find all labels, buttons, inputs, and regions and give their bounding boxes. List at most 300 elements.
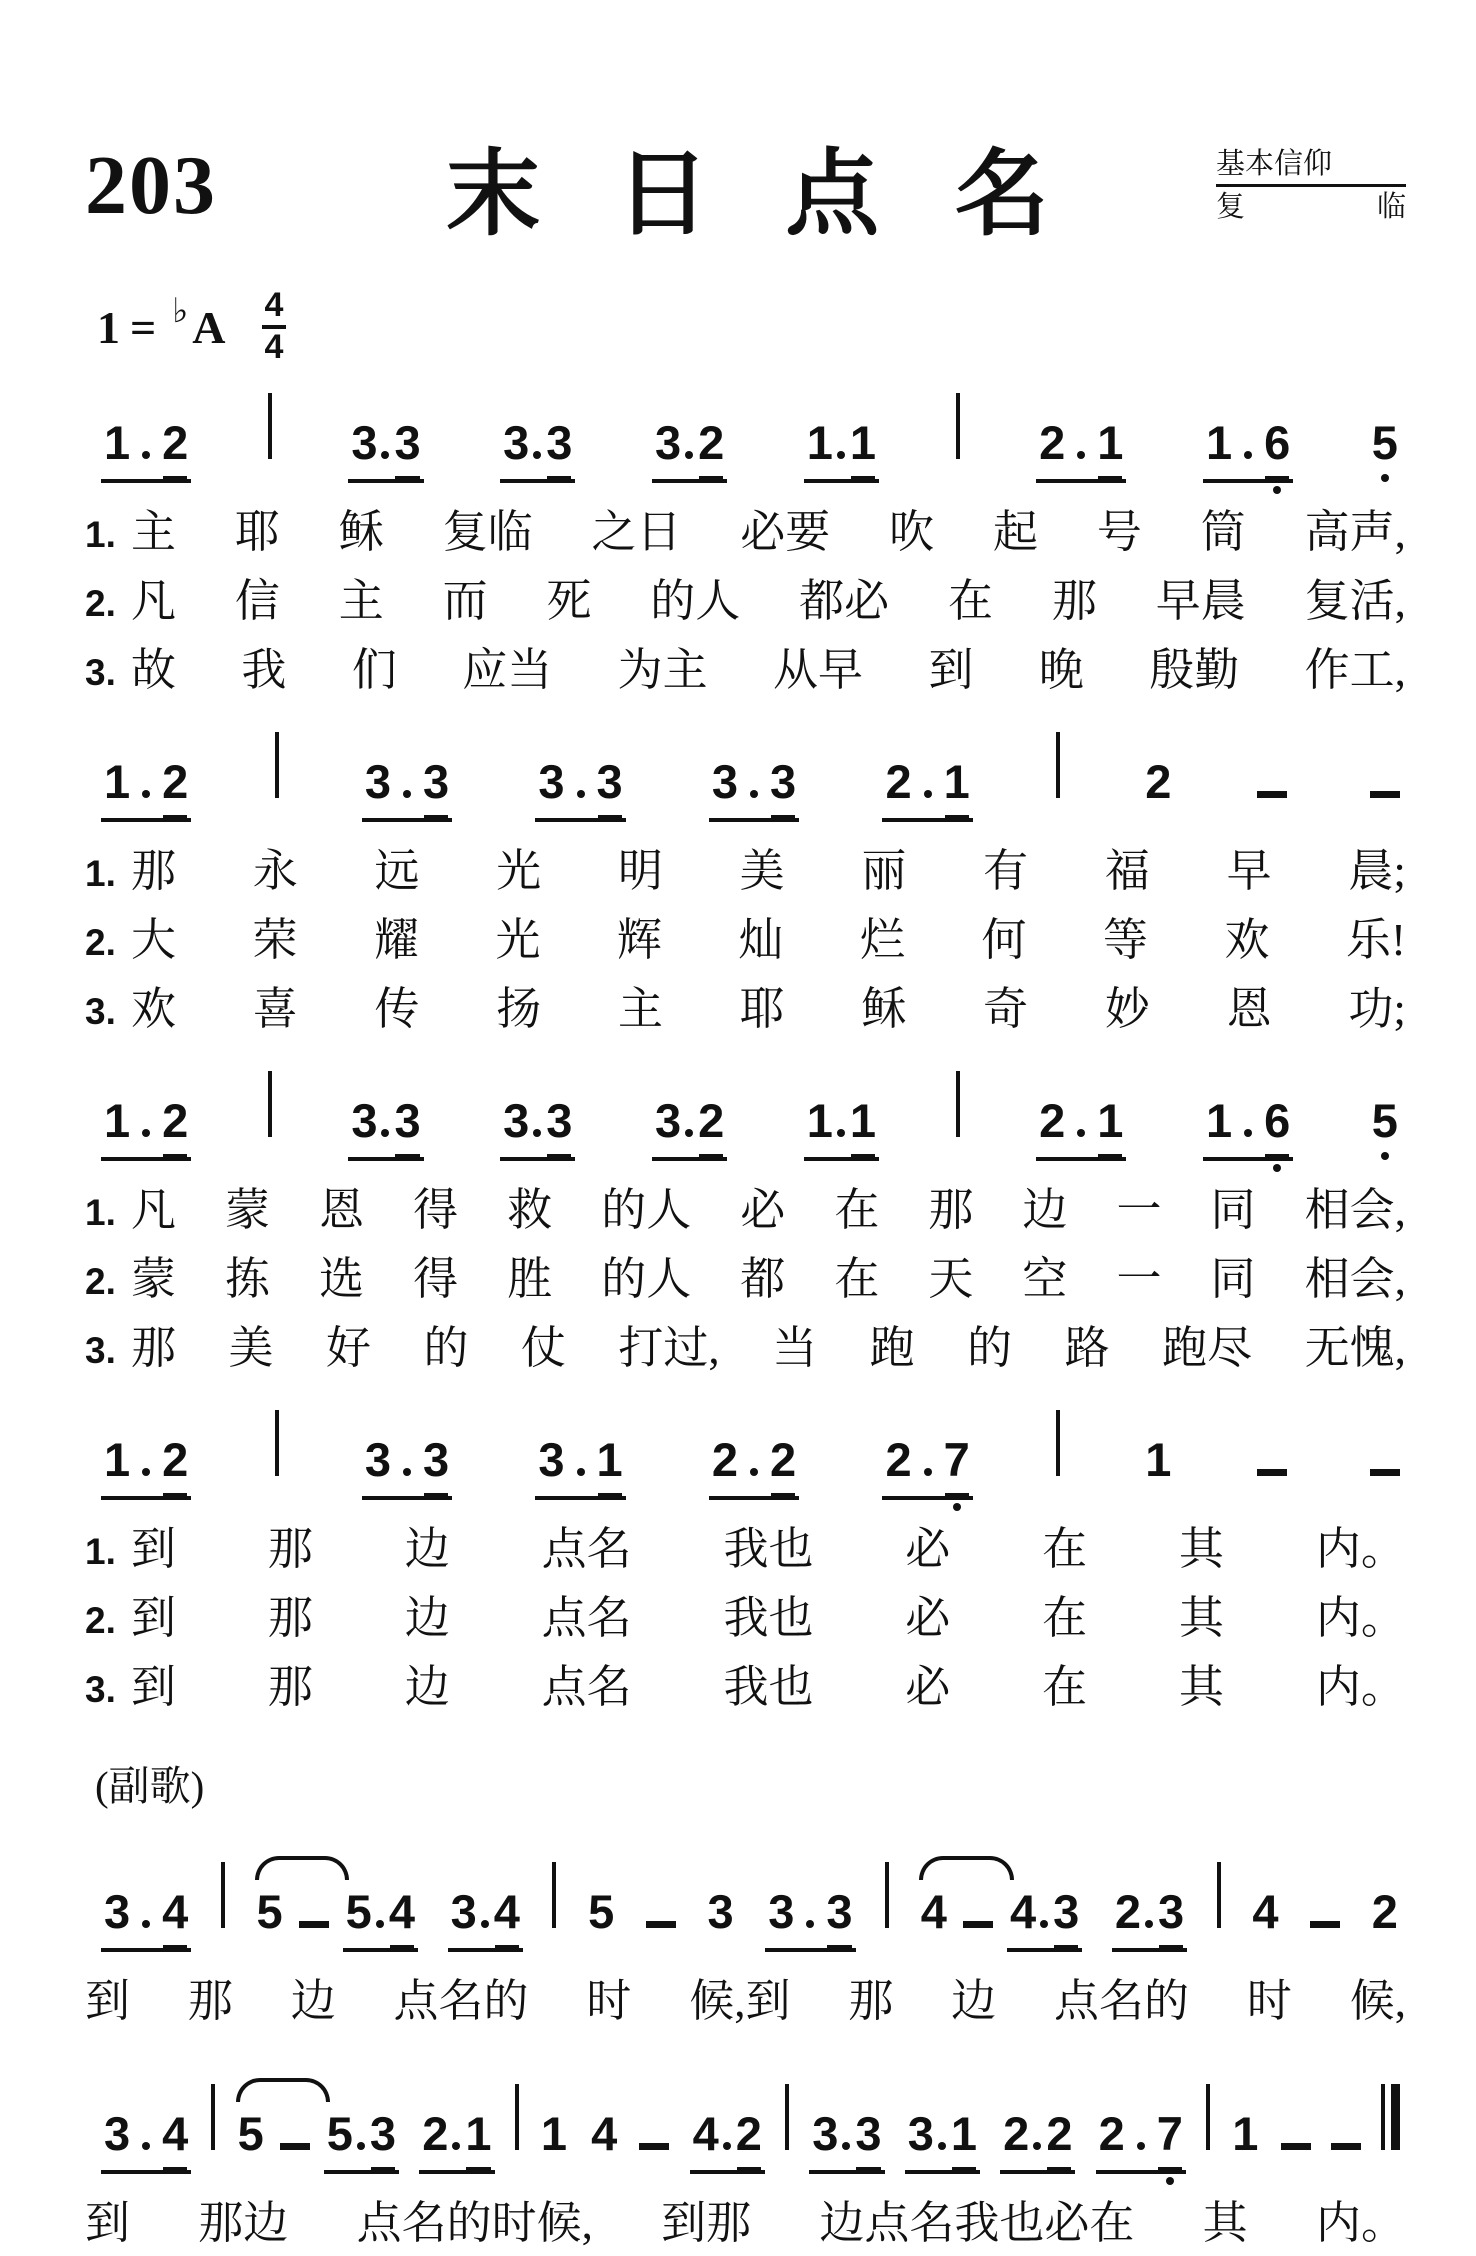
lyric-word: 殷勤 <box>1149 645 1240 695</box>
lyric-word: 喜 <box>252 984 298 1034</box>
beam-group <box>652 1094 727 1161</box>
augmentation-dot <box>357 2142 365 2150</box>
augmentation-dot <box>1244 1129 1252 1137</box>
note-digit: 4 <box>162 1885 189 1938</box>
beam-group <box>709 1433 799 1500</box>
lyric-word: 奇 <box>983 984 1029 1034</box>
beam-group <box>324 2107 399 2174</box>
note-digit: 2 <box>162 755 189 808</box>
lyric-word: 仗 <box>520 1323 566 1373</box>
beam-group <box>101 416 191 483</box>
augmentation-dot <box>685 1129 693 1137</box>
lyric-word: 在 <box>1042 1524 1088 1574</box>
note-digit: 1 <box>1097 1094 1124 1147</box>
lyric-word: 丽 <box>861 846 907 896</box>
lyric-row <box>85 976 1406 1045</box>
jianpu-note <box>806 416 850 473</box>
tie-arc <box>236 2078 331 2102</box>
note-digit: 4 <box>493 1885 520 1938</box>
lyric-word: 有 <box>983 846 1029 896</box>
lyric-row <box>85 1654 1406 1723</box>
lyric-word: 边 <box>951 1976 997 2026</box>
jianpu-note <box>1097 416 1124 469</box>
lyric-word: 功; <box>1348 984 1406 1034</box>
jianpu-note-plain <box>919 1885 949 1938</box>
jianpu-note <box>596 755 623 808</box>
lyric-word: 内。 <box>1315 1593 1406 1643</box>
lyric-row <box>85 1968 1406 2034</box>
jianpu-note <box>104 416 162 473</box>
lyric-text <box>85 1968 1406 2034</box>
beam-group <box>362 755 452 822</box>
note-digit: 1 <box>806 1094 833 1147</box>
barline <box>552 1862 556 1928</box>
augmentation-dot <box>381 451 389 459</box>
lyric-word: 光 <box>496 846 542 896</box>
jianpu-note <box>707 1885 734 1938</box>
note-digit: 3 <box>503 1094 530 1147</box>
note-digit: 2 <box>1003 2107 1030 2160</box>
verses-section <box>85 393 1406 1723</box>
lyric-word: 到 <box>85 1976 131 2026</box>
jianpu-note <box>162 1885 189 1938</box>
augmentation-dot <box>1244 451 1252 459</box>
lyric-word: 在 <box>1042 1662 1088 1712</box>
lyric-word: 同 <box>1210 1185 1256 1235</box>
note-digit: 4 <box>388 1885 415 1938</box>
lyric-row <box>85 1246 1406 1315</box>
note-digit: 2 <box>162 1433 189 1486</box>
lyric-text <box>131 1246 1406 1312</box>
note-digit: 1 <box>806 416 833 469</box>
lyric-word: 耶 <box>234 507 280 557</box>
lyric-word: 其 <box>1179 1524 1225 1574</box>
lyric-row <box>85 1177 1406 1246</box>
jianpu-note <box>596 1433 623 1486</box>
duration-dash <box>646 1921 676 1928</box>
lyric-word: 那 <box>131 846 177 896</box>
note-digit: 3 <box>1053 1885 1080 1938</box>
note-digit: 2 <box>162 1094 189 1147</box>
jianpu-note-plain <box>589 2107 619 2160</box>
jianpu-note <box>104 1885 162 1942</box>
augmentation-dot <box>142 1920 150 1928</box>
note-digit: 3 <box>711 755 739 808</box>
jianpu-note <box>503 1094 546 1151</box>
jianpu-note-plain <box>586 1885 616 1938</box>
jianpu-note <box>943 1433 970 1486</box>
jianpu-note <box>538 1433 596 1490</box>
augmentation-dot <box>1137 2142 1145 2150</box>
beam-group <box>1036 416 1126 483</box>
lyric-word: 蒙 <box>225 1185 271 1235</box>
augmentation-dot <box>142 451 150 459</box>
lyric-word: 点名的 <box>1054 1976 1190 2026</box>
jianpu-note-plain <box>1250 1885 1280 1938</box>
jianpu-note <box>465 2107 492 2160</box>
jianpu-note <box>162 1433 189 1486</box>
verse-number: 3. <box>85 652 116 693</box>
hymn-number: 203 <box>85 139 217 232</box>
verse-number: 1. <box>85 1192 116 1233</box>
jianpu-note <box>546 416 573 469</box>
beam-group <box>882 1433 972 1500</box>
time-signature-numerator: 4 <box>262 288 287 329</box>
note-digit: 3 <box>351 416 378 469</box>
lyric-row <box>85 838 1406 907</box>
verse-number: 2. <box>85 922 116 963</box>
augmentation-dot <box>1033 2142 1041 2150</box>
note-digit: 2 <box>770 1433 797 1486</box>
lyric-text <box>131 907 1406 973</box>
music-line <box>101 393 1400 469</box>
augmentation-dot <box>533 451 541 459</box>
jianpu-note <box>364 755 423 812</box>
lyric-word: 高声, <box>1304 507 1406 557</box>
barline <box>1056 1410 1060 1476</box>
note-digit: 2 <box>885 1433 912 1486</box>
lyric-word: 同 <box>1210 1254 1256 1304</box>
lyric-word: 那 <box>267 1593 313 1643</box>
note-digit: 4 <box>1252 1885 1279 1938</box>
lyric-word: 边 <box>404 1593 450 1643</box>
jianpu-note <box>711 1433 770 1490</box>
augmentation-dot <box>837 451 845 459</box>
note-digit: 1 <box>1145 1433 1172 1486</box>
lyric-word: 边 <box>1022 1185 1068 1235</box>
augmentation-dot <box>142 2142 150 2150</box>
note-digit: 2 <box>1039 1094 1066 1147</box>
verse-number: 2. <box>85 1600 116 1641</box>
note-digit: 2 <box>1039 416 1066 469</box>
jianpu-note <box>162 2107 189 2160</box>
augmentation-dot <box>1077 1129 1085 1137</box>
note-digit: 4 <box>920 1885 947 1938</box>
note-digit: 6 <box>1264 1094 1291 1147</box>
beam-group <box>1112 1885 1187 1952</box>
lyric-word: 何 <box>981 915 1027 965</box>
lyric-word: 的 <box>967 1323 1013 1373</box>
note-digit: 5 <box>256 1885 283 1938</box>
category-bottom-left: 复 <box>1216 191 1246 223</box>
lyric-word: 其 <box>1179 1662 1225 1712</box>
jianpu-note <box>770 1433 797 1486</box>
note-digit: 3 <box>1157 1885 1185 1938</box>
lyric-word: 死 <box>546 576 592 626</box>
augmentation-dot <box>403 1468 411 1476</box>
beam-group <box>1036 1094 1126 1161</box>
jianpu-note <box>1003 2107 1046 2164</box>
lyric-row <box>85 907 1406 976</box>
lyric-word: 作工, <box>1304 645 1406 695</box>
lyric-word: 跑尽 <box>1162 1323 1253 1373</box>
augmentation-dot <box>533 1129 541 1137</box>
music-line <box>101 2084 1400 2160</box>
lyric-word: 复活, <box>1304 576 1406 626</box>
lyric-word: 妙 <box>1104 984 1150 1034</box>
augmentation-dot <box>1077 451 1085 459</box>
duration-dash <box>963 1921 993 1928</box>
lyric-word: 的人 <box>650 576 741 626</box>
jianpu-note <box>1371 1094 1398 1147</box>
lyric-word: 远 <box>374 846 420 896</box>
beam-group <box>500 1094 575 1161</box>
lyric-text <box>131 1516 1406 1582</box>
jianpu-note <box>950 2107 977 2160</box>
verse-number: 1. <box>85 514 116 555</box>
beam-group <box>765 1885 855 1952</box>
lyric-word: 筒 <box>1200 507 1246 557</box>
lyric-word: 号 <box>1096 507 1142 557</box>
augmentation-dot <box>842 2142 850 2150</box>
note-digit: 1 <box>1097 416 1124 469</box>
lyric-word: 一 <box>1116 1185 1162 1235</box>
lyric-word: 内。 <box>1315 2198 1406 2248</box>
lyric-word: 复临 <box>442 507 533 557</box>
lyric-word: 等 <box>1103 915 1149 965</box>
lyric-word: 主 <box>338 576 384 626</box>
lyric-word: 欢 <box>131 984 177 1034</box>
note-digit: 1 <box>104 416 131 469</box>
lyric-word: 都 <box>740 1254 786 1304</box>
lyric-word: 美 <box>228 1323 274 1373</box>
lyric-word: 乐! <box>1346 915 1406 965</box>
jianpu-note <box>770 755 797 808</box>
lyric-word: 晚 <box>1038 645 1084 695</box>
beam-group <box>500 416 575 483</box>
jianpu-note <box>1252 1885 1279 1938</box>
lyric-text <box>131 1654 1406 1720</box>
lyric-word: 晨; <box>1348 846 1406 896</box>
music-line <box>101 732 1400 808</box>
jianpu-note <box>1145 1433 1172 1486</box>
lyric-word: 在 <box>834 1185 880 1235</box>
augmentation-dot <box>381 1129 389 1137</box>
lyric-word: 点名的 <box>393 1976 529 2026</box>
lyric-word: 稣 <box>861 984 907 1034</box>
hymn-sheet <box>85 118 1406 2256</box>
lyric-word: 早晨 <box>1155 576 1246 626</box>
duration-dash <box>299 1921 329 1928</box>
lyric-word: 那 <box>1051 576 1097 626</box>
note-digit: 1 <box>943 755 970 808</box>
lyric-row <box>85 499 1406 568</box>
lyric-word: 时 <box>1246 1976 1292 2026</box>
verse-number: 2. <box>85 583 116 624</box>
jianpu-note <box>1371 1885 1398 1938</box>
lyric-word: 恩 <box>319 1185 365 1235</box>
lyric-row <box>85 1315 1406 1384</box>
jianpu-note <box>162 755 189 808</box>
note-digit: 2 <box>698 416 725 469</box>
jianpu-note <box>1098 2107 1157 2164</box>
lyric-word: 一 <box>1116 1254 1162 1304</box>
note-digit: 3 <box>364 755 391 808</box>
duration-dash <box>639 2143 669 2150</box>
note-digit: 3 <box>654 416 682 469</box>
lyric-word: 我 <box>241 645 287 695</box>
barline <box>1056 732 1060 798</box>
chorus-label: (副歌) <box>95 1763 205 1809</box>
barline <box>268 1071 272 1137</box>
jianpu-note <box>654 416 698 473</box>
beam-group <box>905 2107 980 2174</box>
lyric-word: 吹 <box>889 507 935 557</box>
lyric-word: 那 <box>848 1976 894 2026</box>
note-digit: 3 <box>369 2107 397 2160</box>
barline <box>275 1410 279 1476</box>
barline <box>515 2084 519 2150</box>
verse-number: 3. <box>85 991 116 1032</box>
jianpu-note <box>1053 1885 1080 1938</box>
lyric-word: 都必 <box>799 576 890 626</box>
note-digit: 3 <box>394 416 421 469</box>
lyric-word: 明 <box>617 846 663 896</box>
lyric-word: 到 <box>131 1593 177 1643</box>
header <box>85 118 1406 253</box>
lyric-word: 到 <box>85 2198 131 2248</box>
augmentation-dot <box>938 2142 946 2150</box>
verse-number: 3. <box>85 1330 116 1371</box>
beam-group <box>101 1433 191 1500</box>
jianpu-note <box>885 1433 943 1490</box>
lyric-word: 时 <box>586 1976 632 2026</box>
note-digit: 3 <box>538 1433 565 1486</box>
augmentation-dot <box>1040 1920 1048 1928</box>
note-digit: 3 <box>907 2107 934 2160</box>
note-digit: 3 <box>104 1885 131 1938</box>
jianpu-note <box>422 1433 450 1486</box>
jianpu-note <box>1156 2107 1183 2160</box>
jianpu-note-plain <box>255 1885 285 1938</box>
duration-dash <box>1331 2143 1361 2150</box>
note-digit: 3 <box>855 2107 882 2160</box>
lyric-word: 必 <box>905 1524 951 1574</box>
note-digit: 1 <box>104 755 131 808</box>
jianpu-note <box>237 2107 264 2160</box>
jianpu-note <box>394 1094 421 1147</box>
jianpu-note-plain <box>236 2107 266 2160</box>
lyric-word: 耶 <box>739 984 785 1034</box>
jianpu-note <box>450 1885 494 1942</box>
jianpu-note <box>812 2107 855 2164</box>
beam-group <box>362 1433 452 1500</box>
note-digit: 2 <box>1098 2107 1125 2160</box>
beam-group <box>882 755 972 822</box>
jianpu-note <box>698 1094 725 1147</box>
note-digit: 2 <box>735 2107 762 2160</box>
note-digit: 1 <box>849 1094 877 1147</box>
jianpu-note <box>1039 416 1097 473</box>
note-digit: 4 <box>591 2107 618 2160</box>
lyric-word: 其 <box>1202 2198 1248 2248</box>
note-digit: 3 <box>707 1885 734 1938</box>
lyric-word: 拣 <box>225 1254 271 1304</box>
duration-dash <box>1370 1469 1400 1476</box>
beam-group <box>652 416 727 483</box>
augmentation-dot <box>685 451 693 459</box>
lyric-word: 必要 <box>740 507 831 557</box>
lyric-word: 得 <box>413 1254 459 1304</box>
note-digit: 3 <box>394 1094 421 1147</box>
jianpu-note <box>538 755 596 812</box>
key-tonic: 1 <box>97 301 120 353</box>
lyric-word: 凡 <box>131 1185 177 1235</box>
lyric-word: 空 <box>1022 1254 1068 1304</box>
lyric-text <box>85 2190 1406 2256</box>
jianpu-note <box>735 2107 762 2160</box>
augmentation-dot <box>924 790 932 798</box>
barline <box>221 1862 225 1928</box>
jianpu-note <box>1371 416 1398 469</box>
note-digit: 2 <box>422 2107 449 2160</box>
augmentation-dot <box>924 1468 932 1476</box>
note-digit: 7 <box>1156 2107 1183 2160</box>
lyric-word: 灿 <box>738 915 784 965</box>
jianpu-note <box>692 2107 736 2164</box>
lyric-word: 到 <box>131 1524 177 1574</box>
lyric-word: 相会, <box>1304 1185 1406 1235</box>
jianpu-note <box>698 416 725 469</box>
jianpu-note <box>711 755 770 812</box>
duration-dash <box>1310 1921 1340 1928</box>
lyric-row <box>85 2190 1406 2256</box>
lyric-text <box>131 838 1406 904</box>
key-equals: = <box>130 301 157 353</box>
lyric-word: 的 <box>423 1323 469 1373</box>
lyric-word: 而 <box>442 576 488 626</box>
jianpu-note <box>104 1433 162 1490</box>
augmentation-dot <box>403 790 411 798</box>
augmentation-dot <box>481 1920 489 1928</box>
beam-group <box>419 2107 494 2174</box>
note-digit: 3 <box>503 416 530 469</box>
note-digit: 1 <box>1232 2107 1259 2160</box>
lyric-word: 早 <box>1226 846 1272 896</box>
jianpu-note-plain <box>539 2107 569 2160</box>
lyric-text <box>131 1177 1406 1243</box>
jianpu-note <box>1046 2107 1073 2160</box>
lyric-word: 福 <box>1104 846 1150 896</box>
jianpu-note <box>540 2107 567 2160</box>
lyric-word: 当 <box>772 1323 818 1373</box>
jianpu-note <box>855 2107 882 2160</box>
lyric-word: 我也 <box>723 1593 814 1643</box>
jianpu-note-plain <box>1370 1885 1400 1938</box>
jianpu-note-plain <box>1370 1094 1400 1147</box>
augmentation-dot <box>376 1920 384 1928</box>
lyric-word: 边 <box>404 1662 450 1712</box>
beam-group <box>448 1885 523 1952</box>
lyric-word: 跑 <box>869 1323 915 1373</box>
note-digit: 1 <box>596 1433 623 1486</box>
jianpu-note <box>768 1885 826 1942</box>
note-digit: 3 <box>546 1094 573 1147</box>
barline <box>785 2084 789 2150</box>
note-digit: 2 <box>1145 755 1172 808</box>
lyric-word: 那边 <box>198 2198 289 2248</box>
lyric-word: 为主 <box>617 645 708 695</box>
jianpu-note <box>826 1885 853 1938</box>
lyric-word: 应当 <box>462 645 553 695</box>
lyric-word: 好 <box>325 1323 371 1373</box>
barline <box>885 1862 889 1928</box>
lyric-word: 美 <box>739 846 785 896</box>
jianpu-note-plain <box>1370 416 1400 469</box>
beam-group <box>101 755 191 822</box>
jianpu-note <box>351 1094 394 1151</box>
category-bottom-right: 临 <box>1376 191 1406 223</box>
